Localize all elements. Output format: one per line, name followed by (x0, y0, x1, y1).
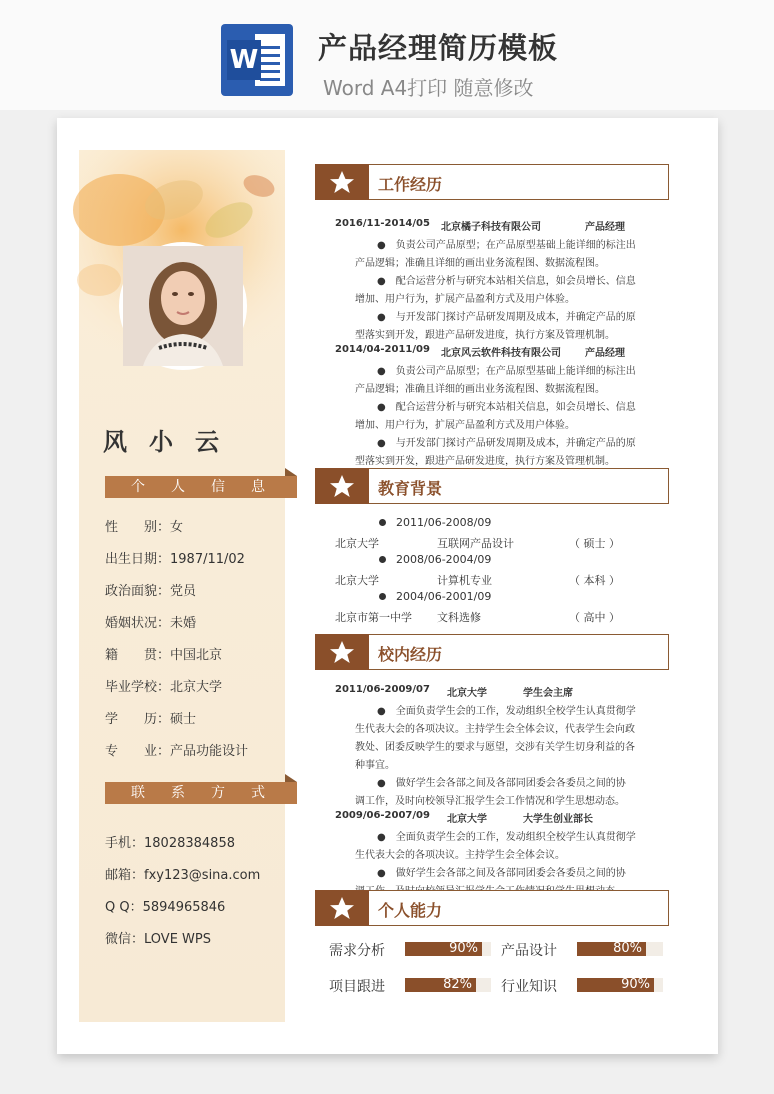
campus-org: 北京大学 (447, 814, 487, 825)
candidate-name: 风小云 (103, 428, 241, 456)
job-description-line: 增加、用户行为，扩展产品盈利方式及用户体验。 (355, 294, 575, 305)
campus-org: 北京大学 (447, 688, 487, 699)
resume-page (57, 118, 718, 1054)
campus-experience-list (57, 118, 718, 886)
campus-role: 大学生创业部长 (523, 814, 593, 825)
info-value: 硕士 (170, 712, 197, 727)
job-description-line: ● 负责公司产品原型；在产品原型基础上能详细的标注出 (377, 366, 636, 377)
job-role: 产品经理 (585, 348, 625, 359)
job-period: 2016/11-2014/05 (335, 218, 430, 229)
contact-value: 5894965846 (142, 900, 226, 915)
campus-period: 2011/06-2009/07 (335, 684, 430, 695)
skill-name: 项目跟进 (329, 979, 385, 995)
info-label: 政治面貌： (105, 584, 171, 599)
info-label: 学 历： (105, 712, 171, 727)
contact-heading: 联系方式 (105, 782, 297, 804)
job-description-line: 增加、用户行为，扩展产品盈利方式及用户体验。 (355, 420, 575, 431)
job-description-line: ● 负责公司产品原型；在产品原型基础上能详细的标注出 (377, 240, 636, 251)
word-document-icon (221, 24, 293, 96)
campus-description-line: 生代表大会的各项决议。主持学生会全体会议。 (355, 850, 565, 861)
skill-name: 需求分析 (329, 943, 385, 959)
job-description-line: 产品逻辑；准确且详细的画出业务流程图、数据流程图。 (355, 258, 605, 269)
education-school: 北京大学 (335, 574, 379, 587)
campus-description-line: ● 做好学生会各部之间及各部同团委会各委员之间的协 (377, 778, 626, 789)
template-title: 产品经理简历模板 (318, 31, 559, 65)
campus-description-line: 调工作，及时向校领导汇报学生会工作情况和学生思想动态。 (355, 796, 625, 807)
personal-info-heading: 个人信息 (105, 476, 297, 498)
campus-description-line: ● 全面负责学生会的工作，发动组织全校学生认真贯彻学 (377, 706, 636, 717)
education-degree: （ 高中 ） (569, 611, 620, 624)
skill-level-bar: 80% (577, 942, 646, 956)
job-description-line: ● 配合运营分析与研究本站相关信息，如会员增长、信息 (377, 276, 636, 287)
campus-description-line: 教处、团委反映学生的要求与愿望，交涉有关学生切身利益的各 (355, 742, 635, 753)
contact-row (105, 896, 225, 915)
job-period: 2014/04-2011/09 (335, 344, 430, 355)
contact-label: Q Q： (105, 900, 143, 915)
contact-label: 微信： (105, 932, 145, 947)
contact-row (105, 928, 211, 947)
contact-value: 18028384858 (144, 836, 235, 851)
info-value: 女 (170, 520, 184, 535)
skill-level-bar: 82% (405, 978, 476, 992)
info-value: 北京大学 (170, 680, 223, 695)
campus-description-line: 生代表大会的各项决议。主持学生会全体会议，代表学生会向政 (355, 724, 635, 735)
education-heading: 教育背景 (315, 468, 669, 504)
education-major: 文科选修 (437, 611, 481, 624)
info-label: 性 别： (105, 520, 171, 535)
info-value: 未婚 (170, 616, 197, 631)
info-label: 出生日期： (105, 552, 171, 567)
info-label: 毕业学校： (105, 680, 171, 695)
work-experience-heading: 工作经历 (315, 164, 669, 200)
campus-role: 学生会主席 (523, 688, 573, 699)
contact-label: 邮箱： (105, 868, 145, 883)
contact-label: 手机： (105, 836, 145, 851)
job-role: 产品经理 (585, 222, 625, 233)
skill-name: 产品设计 (501, 943, 557, 959)
job-description-line: ● 配合运营分析与研究本站相关信息，如会员增长、信息 (377, 402, 636, 413)
word-icon-letter: W (227, 40, 261, 80)
info-label: 专 业： (105, 744, 171, 759)
info-label: 籍 贯： (105, 648, 171, 663)
education-period-text: 2011/06-2008/09 (396, 516, 492, 529)
skill-name: 行业知识 (501, 979, 557, 995)
education-major: 互联网产品设计 (437, 537, 514, 550)
campus-description-line: ● 做好学生会各部之间及各部同团委会各委员之间的协 (377, 868, 626, 879)
contact-value: fxy123@sina.com (144, 868, 261, 883)
education-degree: （ 硕士 ） (569, 537, 620, 550)
campus-description-line: ● 全面负责学生会的工作，发动组织全校学生认真贯彻学 (377, 832, 636, 843)
skill-level-bar: 90% (577, 978, 654, 992)
education-period-text: 2008/06-2004/09 (396, 553, 492, 566)
job-company: 北京风云软件科技有限公司 (441, 348, 561, 359)
info-value: 中国北京 (170, 648, 223, 663)
template-subtitle: Word A4打印 随意修改 (323, 76, 534, 100)
info-label: 婚姻状况： (105, 616, 171, 631)
job-description-line: 型落实到开发，跟进产品研发进度，执行方案及管理机制。 (355, 330, 615, 341)
campus-description-line: 种事宜。 (355, 760, 395, 771)
campus-experience-heading: 校内经历 (315, 634, 669, 670)
skill-level-bar: 90% (405, 942, 482, 956)
template-header (0, 0, 774, 110)
education-major: 计算机专业 (437, 574, 492, 587)
skills-heading: 个人能力 (315, 890, 669, 926)
education-period-text: 2004/06-2001/09 (396, 590, 492, 603)
star-icon (315, 890, 369, 926)
info-value: 党员 (170, 584, 197, 599)
education-school: 北京大学 (335, 537, 379, 550)
info-value: 1987/11/02 (170, 552, 245, 567)
job-company: 北京橘子科技有限公司 (441, 222, 541, 233)
job-description-line: ● 与开发部门探讨产品研发周期及成本，并确定产品的原 (377, 312, 636, 323)
education-school: 北京市第一中学 (335, 611, 412, 624)
campus-period: 2009/06-2007/09 (335, 810, 430, 821)
job-description-line: 型落实到开发，跟进产品研发进度，执行方案及管理机制。 (355, 456, 615, 467)
education-degree: （ 本科 ） (569, 574, 620, 587)
info-value: 产品功能设计 (170, 744, 249, 759)
job-description-line: 产品逻辑；准确且详细的画出业务流程图、数据流程图。 (355, 384, 605, 395)
contact-value: LOVE WPS (144, 932, 211, 947)
job-description-line: ● 与开发部门探讨产品研发周期及成本，并确定产品的原 (377, 438, 636, 449)
